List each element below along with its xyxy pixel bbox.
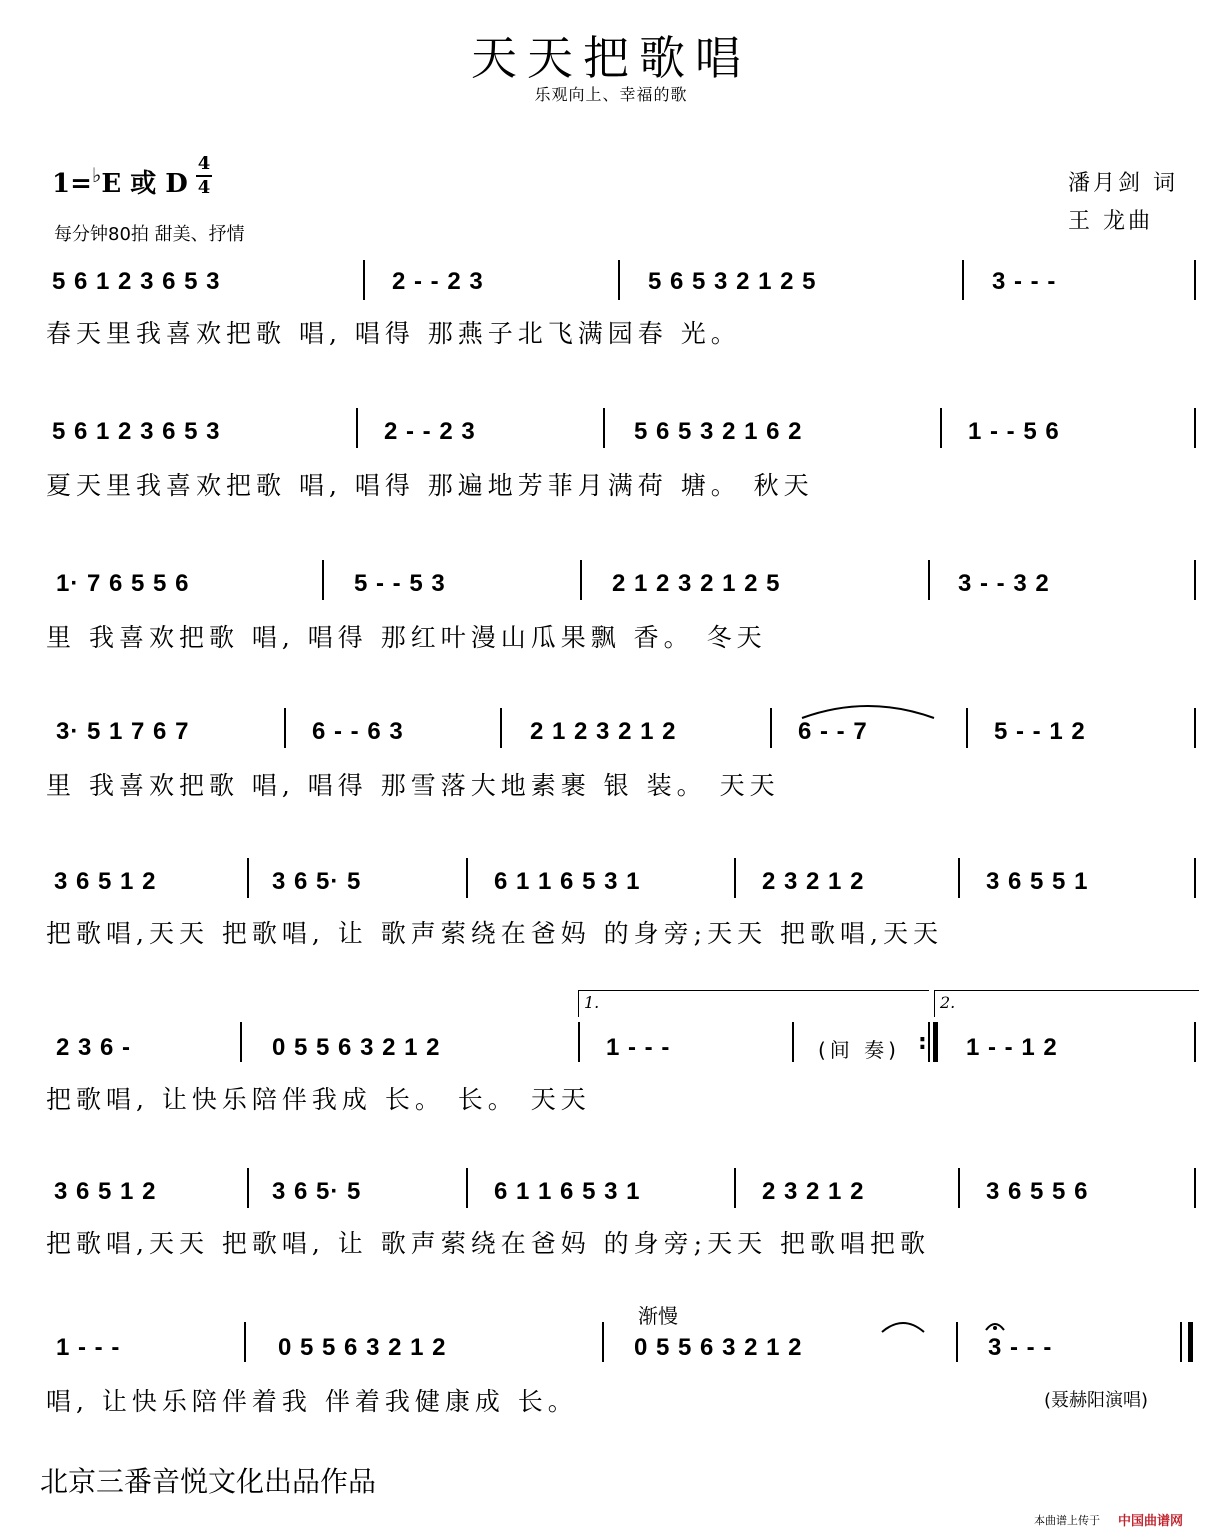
bar-line bbox=[1194, 858, 1196, 898]
measure: 5 - - 5 3 bbox=[354, 570, 446, 597]
measure: 1 - - 1 2 bbox=[966, 1034, 1058, 1061]
measure: 3 - - - bbox=[988, 1334, 1053, 1361]
lyrics-line: 里 我喜欢把歌 唱, 唱得 那雪落大地素裹 银 装。 天天 bbox=[46, 771, 780, 800]
measure: 2 1 2 3 2 1 2 bbox=[530, 718, 677, 745]
measure: 0 5 5 6 3 2 1 2 bbox=[272, 1034, 441, 1061]
bar-line bbox=[940, 408, 942, 448]
site-logo: 中国曲谱网 bbox=[1118, 1514, 1184, 1529]
measure: 0 5 5 6 3 2 1 2 bbox=[634, 1334, 803, 1361]
bar-line bbox=[356, 408, 358, 448]
measure: 2 3 6 - bbox=[56, 1034, 132, 1061]
bar-line bbox=[734, 858, 736, 898]
measure: 0 5 5 6 3 2 1 2 bbox=[278, 1334, 447, 1361]
measure: 3· 5 1 7 6 7 bbox=[56, 718, 190, 745]
final-bar bbox=[1188, 1322, 1193, 1362]
producer-credit: 北京三番音悦文化出品作品 bbox=[40, 1465, 377, 1498]
lyrics-line: 把歌唱,天天 把歌唱, 让 歌声萦绕在爸妈 的身旁;天天 把歌唱,天天 bbox=[46, 919, 943, 948]
upload-note: 本曲谱上传于 bbox=[1034, 1514, 1100, 1527]
measure: 3 6 5 5 1 bbox=[986, 868, 1089, 895]
measure: 3 6 5· 5 bbox=[272, 1178, 362, 1205]
bar-line bbox=[770, 708, 772, 748]
bar-line bbox=[958, 858, 960, 898]
measure: 5 6 5 3 2 1 6 2 bbox=[634, 418, 803, 445]
tie-arc bbox=[800, 700, 936, 720]
bar-line bbox=[1194, 1022, 1196, 1062]
bar-line bbox=[792, 1022, 794, 1062]
time-bottom: 4 bbox=[197, 177, 211, 198]
key-prefix: 1= bbox=[52, 169, 92, 199]
bar-line bbox=[928, 560, 930, 600]
measure: 1· 7 6 5 5 6 bbox=[56, 570, 190, 597]
fermata-icon bbox=[984, 1318, 1006, 1332]
time-top: 4 bbox=[197, 153, 211, 174]
bar-line bbox=[1194, 408, 1196, 448]
second-ending-bracket bbox=[934, 990, 1199, 1017]
measure: 1 - - - bbox=[56, 1334, 121, 1361]
measure: 3 6 5 1 2 bbox=[54, 868, 157, 895]
bar-line bbox=[466, 858, 468, 898]
lyrics-line: 唱, 让快乐陪伴着我 伴着我健康成 长。 bbox=[46, 1387, 578, 1416]
bar-line bbox=[284, 708, 286, 748]
measure: 3 6 5 1 2 bbox=[54, 1178, 157, 1205]
bar-line bbox=[466, 1168, 468, 1208]
measure: 2 3 2 1 2 bbox=[762, 1178, 865, 1205]
lyrics-line: 春天里我喜欢把歌 唱, 唱得 那燕子北飞满园春 光。 bbox=[46, 319, 741, 348]
measure: 6 - - 6 3 bbox=[312, 718, 404, 745]
first-ending-label: 1. bbox=[584, 993, 600, 1012]
measure: 3 6 5 5 6 bbox=[986, 1178, 1089, 1205]
measure: 2 - - 2 3 bbox=[392, 268, 484, 295]
measure: 2 1 2 3 2 1 2 5 bbox=[612, 570, 781, 597]
bar-line bbox=[1180, 1322, 1182, 1362]
measure: 6 1 1 6 5 3 1 bbox=[494, 1178, 641, 1205]
bar-line bbox=[618, 260, 620, 300]
bar-line bbox=[602, 1322, 604, 1362]
bar-line bbox=[247, 858, 249, 898]
bar-line bbox=[603, 408, 605, 448]
time-signature bbox=[196, 154, 212, 198]
first-ending-bracket bbox=[578, 990, 929, 1017]
bar-line bbox=[1194, 560, 1196, 600]
measure: 5 6 1 2 3 6 5 3 bbox=[52, 418, 221, 445]
measure: 3 - - - bbox=[992, 268, 1057, 295]
measure: 2 - - 2 3 bbox=[384, 418, 476, 445]
measure: 6 - - 7 bbox=[798, 718, 868, 745]
bar-line bbox=[244, 1322, 246, 1362]
bar-line bbox=[247, 1168, 249, 1208]
lyrics-line: 夏天里我喜欢把歌 唱, 唱得 那遍地芳菲月满荷 塘。 秋天 bbox=[46, 471, 814, 500]
bar-line bbox=[322, 560, 324, 600]
lyrics-line: 把歌唱, 让快乐陪伴我成 长。 长。 天天 bbox=[46, 1085, 591, 1114]
bar-line bbox=[1194, 1168, 1196, 1208]
measure: 2 3 2 1 2 bbox=[762, 868, 865, 895]
bar-line bbox=[1194, 260, 1196, 300]
bar-line bbox=[962, 260, 964, 300]
measure: 5 6 5 3 2 1 2 5 bbox=[648, 268, 817, 295]
repeat-bar bbox=[933, 1022, 938, 1062]
composer: 王 龙曲 bbox=[1068, 209, 1153, 234]
measure: 1 - - - bbox=[606, 1034, 671, 1061]
bar-line bbox=[578, 1022, 580, 1062]
measure: 1 - - 5 6 bbox=[968, 418, 1060, 445]
bar-line bbox=[956, 1322, 958, 1362]
song-subtitle: 乐观向上、幸福的歌 bbox=[534, 85, 688, 104]
measure: 5 6 1 2 3 6 5 3 bbox=[52, 268, 221, 295]
key-signature bbox=[52, 163, 188, 200]
song-title: 天天把歌唱 bbox=[471, 31, 751, 85]
measure: 3 - - 3 2 bbox=[958, 570, 1050, 597]
key-name: E 或 D bbox=[101, 169, 188, 199]
bar-line bbox=[363, 260, 365, 300]
tempo-marking: 每分钟80拍 甜美、抒情 bbox=[54, 224, 245, 245]
second-ending-label: 2. bbox=[940, 993, 956, 1012]
repeat-dots: : bbox=[918, 1030, 927, 1055]
bar-line bbox=[958, 1168, 960, 1208]
interlude-marking: (间 奏) bbox=[818, 1038, 900, 1062]
measure: 6 1 1 6 5 3 1 bbox=[494, 868, 641, 895]
lyricist: 潘月剑 词 bbox=[1068, 171, 1178, 196]
lyrics-line: 把歌唱,天天 把歌唱, 让 歌声萦绕在爸妈 的身旁;天天 把歌唱把歌 bbox=[46, 1229, 931, 1258]
measure: 3 6 5· 5 bbox=[272, 868, 362, 895]
lyrics-line: 里 我喜欢把歌 唱, 唱得 那红叶漫山瓜果飘 香。 冬天 bbox=[46, 623, 767, 652]
bar-line bbox=[734, 1168, 736, 1208]
measure: 5 - - 1 2 bbox=[994, 718, 1086, 745]
flat-sign: ♭ bbox=[91, 163, 102, 187]
performer-credit: (聂赫阳演唱) bbox=[1044, 1390, 1149, 1411]
bar-line bbox=[580, 560, 582, 600]
bar-line bbox=[928, 1022, 930, 1062]
bar-line bbox=[500, 708, 502, 748]
tie-arc bbox=[880, 1318, 926, 1334]
bar-line bbox=[1194, 708, 1196, 748]
bar-line bbox=[966, 708, 968, 748]
bar-line bbox=[240, 1022, 242, 1062]
ritardando-marking: 渐慢 bbox=[638, 1304, 678, 1328]
